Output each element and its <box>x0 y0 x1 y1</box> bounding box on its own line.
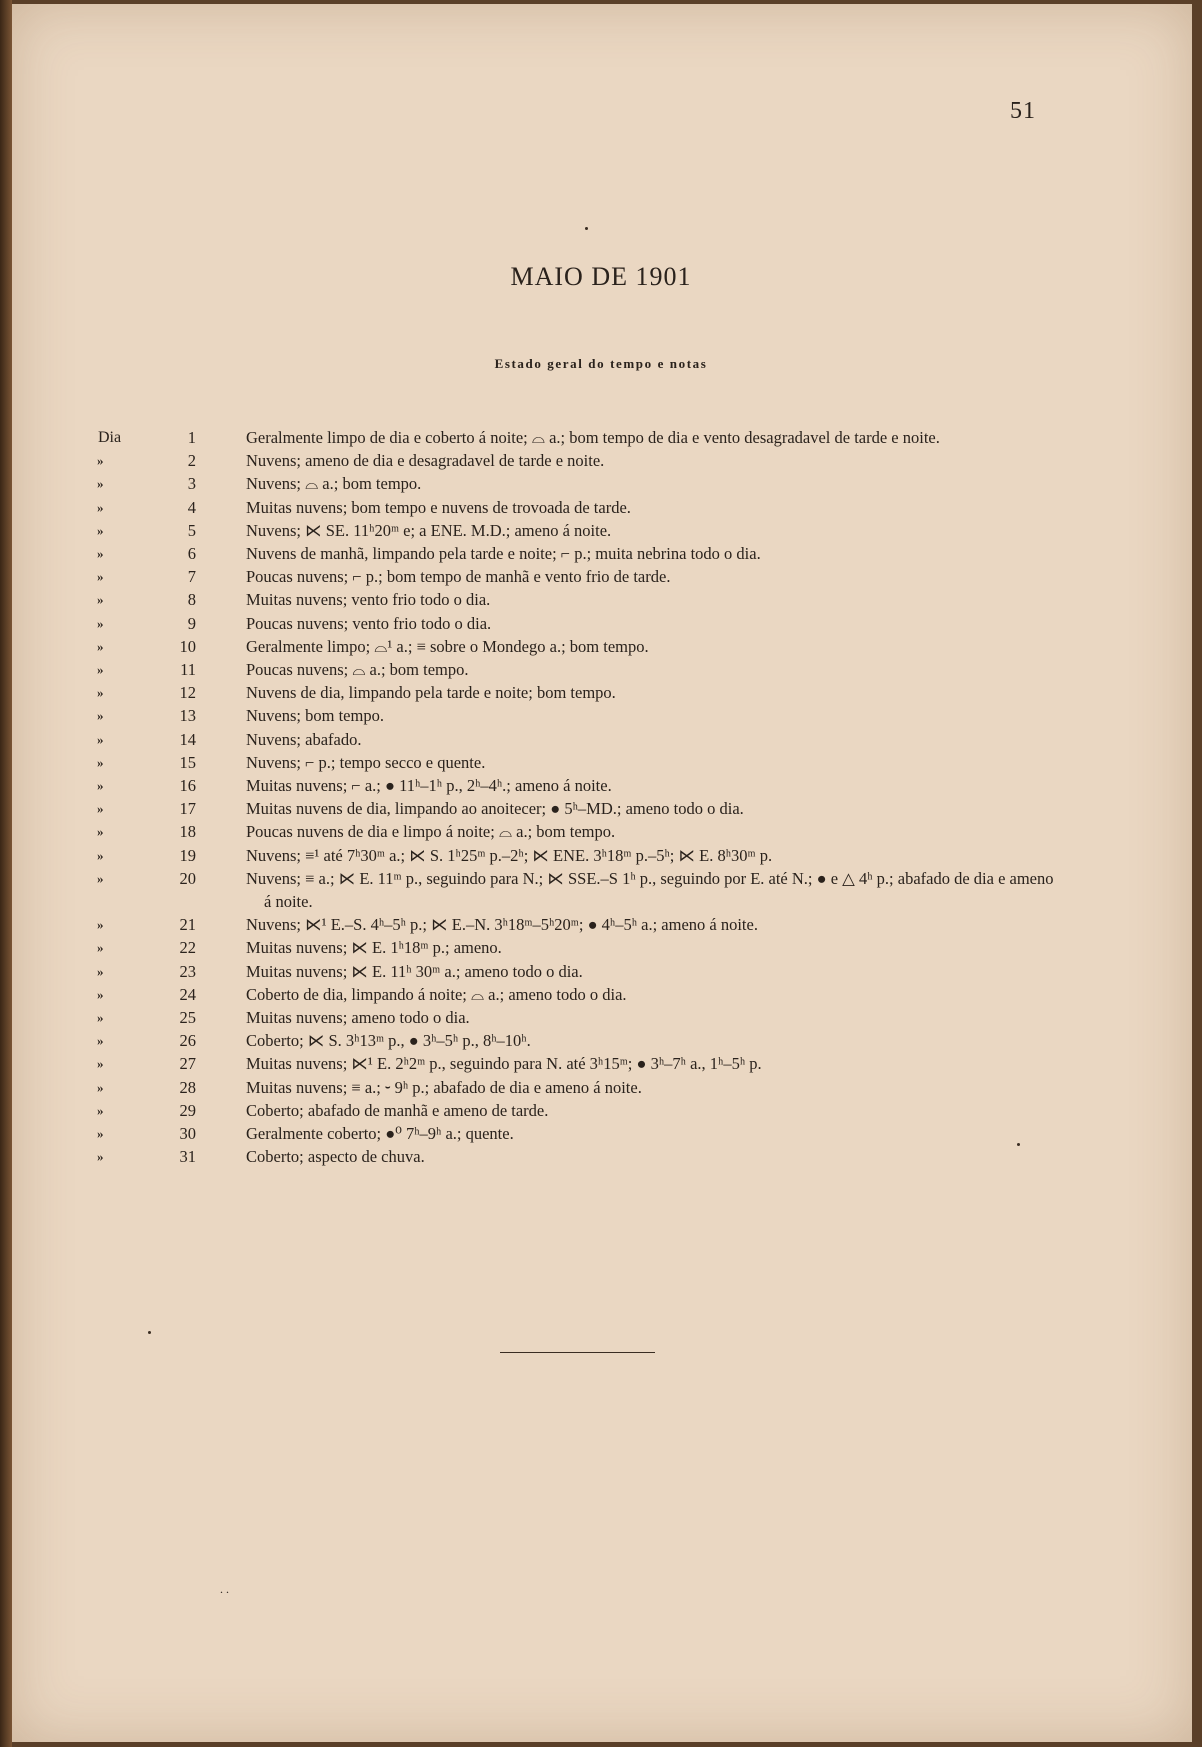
day-note: Nuvens de dia, limpando pela tarde e noite; bom tempo. <box>246 683 616 703</box>
day-number: 2 <box>187 451 196 471</box>
day-note: Muitas nuvens; ⋉ E. 1ʰ18ᵐ p.; ameno. <box>246 938 502 958</box>
day-number: 8 <box>187 590 196 610</box>
day-entry <box>0 797 1202 820</box>
day-note: Poucas nuvens; ⌓ a.; bom tempo. <box>246 660 469 680</box>
day-entry <box>0 635 1202 658</box>
ditto-mark: » <box>97 824 104 840</box>
day-number: 24 <box>179 984 196 1004</box>
day-note: Nuvens; ⋉ SE. 11ʰ20ᵐ e; a ENE. M.D.; ameno á noite. <box>246 520 612 540</box>
day-number: 6 <box>187 544 196 564</box>
page-title: MAIO DE 1901 <box>510 262 692 291</box>
day-number: 3 <box>187 474 196 494</box>
ditto-mark: » <box>97 569 104 585</box>
day-note: Muitas nuvens; ameno todo o dia. <box>246 1008 470 1028</box>
day-note: Coberto; ⋉ S. 3ʰ13ᵐ p., ● 3ʰ–5ʰ p., 8ʰ–10ʰ. <box>246 1031 531 1051</box>
day-entry <box>0 820 1202 843</box>
daily-notes-list <box>0 426 1202 1169</box>
footer-dots: .. <box>220 1582 232 1596</box>
ditto-mark: » <box>97 1010 104 1026</box>
day-note: Muitas nuvens de dia, limpando ao anoitecer; ● 5ʰ–MD.; ameno todo o dia. <box>246 799 744 819</box>
day-entry <box>0 1029 1202 1052</box>
day-number: 7 <box>187 567 196 587</box>
day-number: 5 <box>187 520 196 540</box>
day-note: Muitas nuvens; bom tempo e nuvens de trovoada de tarde. <box>246 497 631 517</box>
section-subtitle: Estado geral do tempo e notas <box>494 356 708 371</box>
day-number: 21 <box>179 915 196 935</box>
day-note: Coberto; aspecto de chuva. <box>246 1147 425 1167</box>
day-entry <box>0 983 1202 1006</box>
day-entry <box>0 1145 1202 1168</box>
ditto-mark: » <box>97 917 104 933</box>
day-number: 25 <box>179 1008 196 1028</box>
day-entry <box>0 1006 1202 1029</box>
ditto-mark: » <box>97 453 104 469</box>
day-entry <box>0 681 1202 704</box>
ditto-mark: » <box>97 685 104 701</box>
day-number: 19 <box>179 845 196 865</box>
day-note: Geralmente limpo de dia e coberto á noite; ⌓ a.; bom tempo de dia e vento desagradavel de tarde e noite. <box>246 428 940 447</box>
day-note: Coberto; abafado de manhã e ameno de tarde. <box>246 1100 549 1120</box>
day-number: 9 <box>187 613 196 633</box>
day-entry <box>0 960 1202 983</box>
day-note: Poucas nuvens de dia e limpo á noite; ⌓ a.; bom tempo. <box>246 822 616 842</box>
day-entry <box>0 1122 1202 1145</box>
day-number: 12 <box>179 683 196 703</box>
day-note: Nuvens; bom tempo. <box>246 706 384 726</box>
ditto-mark: » <box>97 499 104 515</box>
day-entry <box>0 704 1202 727</box>
day-entry <box>0 588 1202 611</box>
day-number: 11 <box>180 660 196 680</box>
day-note: Muitas nuvens; vento frio todo o dia. <box>246 590 491 610</box>
ditto-mark: » <box>97 592 104 608</box>
day-entry <box>0 658 1202 681</box>
day-label: Dia <box>98 429 122 446</box>
ditto-mark: » <box>97 522 104 538</box>
day-entry <box>0 472 1202 495</box>
day-number: 17 <box>179 799 196 819</box>
day-number: 4 <box>187 497 196 517</box>
speck <box>148 1331 151 1334</box>
ditto-mark: » <box>97 870 104 886</box>
day-note: Muitas nuvens; ≡ a.; ⏑ 9ʰ p.; abafado de dia e ameno á noite. <box>246 1077 642 1097</box>
day-number: 28 <box>179 1077 196 1097</box>
speck <box>585 227 588 230</box>
day-number: 22 <box>179 938 196 958</box>
speck <box>1017 1143 1020 1146</box>
ditto-mark: » <box>97 963 104 979</box>
day-number: 16 <box>179 776 196 796</box>
day-number: 29 <box>179 1100 196 1120</box>
day-entry <box>0 565 1202 588</box>
ditto-mark: » <box>97 731 104 747</box>
day-entry <box>0 1076 1202 1099</box>
day-note: Nuvens; abafado. <box>246 729 362 749</box>
ditto-mark: » <box>97 615 104 631</box>
day-number: 27 <box>179 1054 196 1074</box>
ditto-mark: » <box>97 847 104 863</box>
ditto-mark: » <box>97 1149 104 1165</box>
ditto-mark: » <box>97 476 104 492</box>
day-entry <box>0 612 1202 635</box>
day-note: Poucas nuvens; ⌐ p.; bom tempo de manhã e vento frio de tarde. <box>246 567 671 587</box>
ditto-mark: » <box>97 1102 104 1118</box>
ditto-mark: » <box>97 546 104 562</box>
day-entry <box>0 519 1202 542</box>
day-number: 18 <box>179 822 196 842</box>
day-note: Nuvens; ameno de dia e desagradavel de tarde e noite. <box>246 451 605 471</box>
ditto-mark: » <box>97 708 104 724</box>
ditto-mark: » <box>97 940 104 956</box>
day-note: Muitas nuvens; ⋉¹ E. 2ʰ2ᵐ p., seguindo para N. até 3ʰ15ᵐ; ● 3ʰ–7ʰ a., 1ʰ–5ʰ p. <box>246 1054 762 1074</box>
day-note: Nuvens; ⌓ a.; bom tempo. <box>246 474 422 494</box>
day-number: 14 <box>179 729 196 749</box>
day-entry <box>0 542 1202 565</box>
day-note: Muitas nuvens; ⌐ a.; ● 11ʰ–1ʰ p., 2ʰ–4ʰ.; ameno á noite. <box>246 776 612 796</box>
day-number: 26 <box>179 1031 196 1051</box>
ditto-mark: » <box>97 1079 104 1095</box>
day-number: 10 <box>179 636 196 656</box>
ditto-mark: » <box>97 754 104 770</box>
day-entry <box>0 728 1202 751</box>
day-note: Nuvens; ⌐ p.; tempo secco e quente. <box>246 752 486 772</box>
ditto-mark: » <box>97 1126 104 1142</box>
day-entry <box>0 774 1202 797</box>
day-note: Nuvens de manhã, limpando pela tarde e noite; ⌐ p.; muita nebrina todo o dia. <box>246 544 761 564</box>
day-number: 1 <box>187 428 196 447</box>
ditto-mark: » <box>97 986 104 1002</box>
day-note: Nuvens; ≡¹ até 7ʰ30ᵐ a.; ⋉ S. 1ʰ25ᵐ p.–2ʰ; ⋉ ENE. 3ʰ18ᵐ p.–5ʰ; ⋉ E. 8ʰ30ᵐ p. <box>246 845 773 865</box>
day-number: 15 <box>179 752 196 772</box>
day-note: Geralmente limpo; ⌓¹ a.; ≡ sobre o Mondego a.; bom tempo. <box>246 636 649 656</box>
ditto-mark: » <box>97 662 104 678</box>
day-number: 31 <box>179 1147 196 1167</box>
day-entry <box>0 913 1202 936</box>
day-number: 30 <box>179 1124 196 1144</box>
end-rule <box>500 1352 655 1353</box>
day-entry <box>0 867 1202 913</box>
day-note: Poucas nuvens; vento frio todo o dia. <box>246 613 492 633</box>
day-number: 13 <box>179 706 196 726</box>
day-entry <box>0 426 1202 449</box>
ditto-mark: » <box>97 801 104 817</box>
day-number: 23 <box>179 961 196 981</box>
ditto-mark: » <box>97 1056 104 1072</box>
day-note: Muitas nuvens; ⋉ E. 11ʰ 30ᵐ a.; ameno todo o dia. <box>246 961 583 981</box>
day-entry <box>0 1099 1202 1122</box>
ditto-mark: » <box>97 638 104 654</box>
day-entry <box>0 1052 1202 1075</box>
day-entry <box>0 496 1202 519</box>
day-entry <box>0 936 1202 959</box>
day-note: Geralmente coberto; ●⁰ 7ʰ–9ʰ a.; quente. <box>246 1124 514 1144</box>
day-note: Nuvens; ⋉¹ E.–S. 4ʰ–5ʰ p.; ⋉ E.–N. 3ʰ18ᵐ–5ʰ20ᵐ; ● 4ʰ–5ʰ a.; ameno á noite. <box>246 915 758 935</box>
ditto-mark: » <box>97 1033 104 1049</box>
day-entry <box>0 844 1202 867</box>
day-note: Coberto de dia, limpando á noite; ⌓ a.; ameno todo o dia. <box>246 984 627 1004</box>
day-entry <box>0 751 1202 774</box>
day-number: 20 <box>179 868 196 888</box>
ditto-mark: » <box>97 778 104 794</box>
day-entry <box>0 449 1202 472</box>
day-note: Nuvens; ≡ a.; ⋉ E. 11ᵐ p., seguindo para N.; ⋉ SSE.–S 1ʰ p., seguindo por E. até N.; ● e △ 4ʰ p.; abafado de dia e ameno á noite. <box>246 868 1054 912</box>
page-number: 51 <box>1010 98 1036 124</box>
